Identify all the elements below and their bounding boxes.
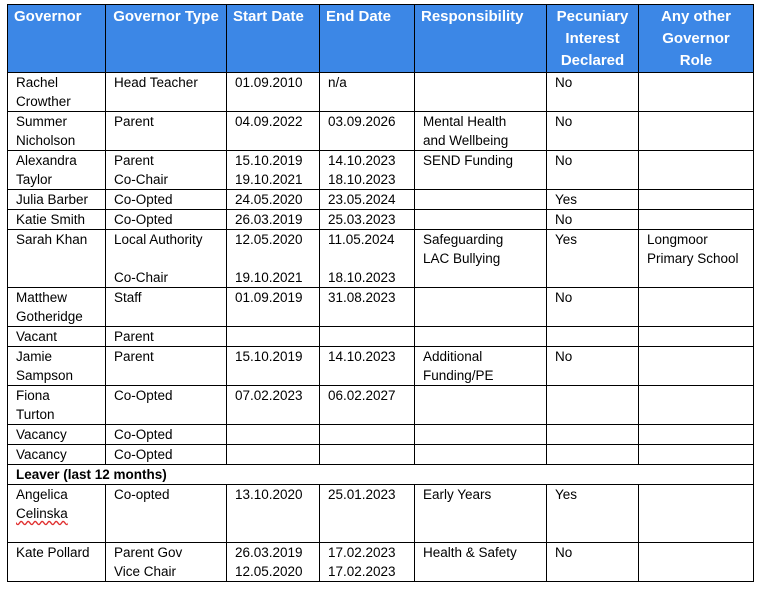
header-governor-type: Governor Type bbox=[106, 5, 227, 73]
table-row bbox=[8, 327, 754, 347]
governor-cell bbox=[8, 347, 106, 386]
table-row bbox=[8, 347, 754, 386]
governor-cell-text: Nicholson bbox=[16, 133, 76, 148]
governor-type-cell bbox=[106, 73, 227, 112]
governor-type-cell-text: Parent bbox=[114, 153, 154, 168]
governor-cell bbox=[8, 190, 106, 210]
responsibility-cell bbox=[415, 347, 547, 386]
governor-cell bbox=[8, 425, 106, 445]
table-row bbox=[8, 73, 754, 112]
governor-cell-text: Turton bbox=[16, 407, 55, 422]
pecuniary-cell-text bbox=[555, 425, 638, 444]
start-date-cell bbox=[227, 347, 320, 386]
responsibility-cell-text bbox=[423, 425, 546, 444]
end-date-cell bbox=[320, 327, 415, 347]
responsibility-cell-text: Funding/PE bbox=[423, 368, 494, 383]
other-role-cell-text: Primary School bbox=[647, 251, 739, 266]
start-date-cell-text: 07.02.2023 bbox=[235, 388, 303, 403]
governor-cell-text: Celinska bbox=[16, 506, 68, 521]
other-role-cell-text bbox=[647, 485, 753, 504]
governor-type-cell-text: Co-Chair bbox=[114, 270, 169, 285]
responsibility-cell-text: SEND Funding bbox=[423, 153, 514, 168]
responsibility-cell-text bbox=[423, 327, 546, 346]
leaver-section-row bbox=[8, 465, 754, 485]
responsibility-cell-text: Health & Safety bbox=[423, 545, 517, 560]
pecuniary-cell-text: No bbox=[555, 545, 573, 560]
governor-cell-text: Vacancy bbox=[16, 427, 67, 442]
governor-cell-text: Crowther bbox=[16, 94, 71, 109]
governor-type-cell bbox=[106, 288, 227, 327]
pecuniary-cell-text bbox=[555, 445, 638, 464]
table-row bbox=[8, 151, 754, 190]
governor-type-cell-text: Parent Gov bbox=[114, 545, 183, 560]
governor-cell bbox=[8, 73, 106, 112]
other-role-cell-text bbox=[647, 288, 753, 307]
pecuniary-cell bbox=[547, 445, 639, 465]
leaver-section-label: Leaver (last 12 months) bbox=[8, 465, 754, 485]
governor-cell bbox=[8, 288, 106, 327]
governor-cell-text: Rachel bbox=[16, 75, 59, 90]
end-date-cell-text: 25.01.2023 bbox=[328, 487, 396, 502]
pecuniary-cell bbox=[547, 425, 639, 445]
start-date-cell-text bbox=[235, 249, 319, 268]
end-date-cell bbox=[320, 190, 415, 210]
responsibility-cell-text: and Wellbeing bbox=[423, 133, 509, 148]
header-pecuniary-interest: Pecuniary Interest Declared bbox=[547, 5, 639, 73]
governor-cell-text: Fiona bbox=[16, 388, 50, 403]
start-date-cell-text: 12.05.2020 bbox=[235, 564, 303, 579]
governor-cell-text: Summer bbox=[16, 114, 68, 129]
responsibility-cell bbox=[415, 386, 547, 425]
responsibility-cell bbox=[415, 288, 547, 327]
start-date-cell-text bbox=[235, 425, 319, 444]
responsibility-cell bbox=[415, 543, 547, 582]
pecuniary-cell-text: Yes bbox=[555, 487, 578, 502]
other-role-cell bbox=[639, 190, 754, 210]
start-date-cell bbox=[227, 190, 320, 210]
governor-cell bbox=[8, 112, 106, 151]
other-role-cell bbox=[639, 288, 754, 327]
other-role-cell bbox=[639, 327, 754, 347]
governor-type-cell-text: Co-Opted bbox=[114, 212, 173, 227]
start-date-cell-text: 26.03.2019 bbox=[235, 212, 303, 227]
other-role-cell bbox=[639, 73, 754, 112]
end-date-cell-text: 11.05.2024 bbox=[328, 232, 395, 247]
pecuniary-cell bbox=[547, 347, 639, 386]
governors-table-container bbox=[7, 4, 754, 582]
start-date-cell-text: 24.05.2020 bbox=[235, 192, 303, 207]
table-row bbox=[8, 210, 754, 230]
governors-table bbox=[7, 4, 754, 582]
end-date-cell bbox=[320, 151, 415, 190]
governor-cell-text: Vacancy bbox=[16, 447, 67, 462]
other-role-cell-text bbox=[647, 327, 753, 346]
header-start-date: Start Date bbox=[227, 5, 320, 73]
other-role-cell-text bbox=[647, 190, 753, 209]
table-row bbox=[8, 190, 754, 210]
governor-cell-text: Sampson bbox=[16, 368, 74, 383]
governor-type-cell-text: Local Authority bbox=[114, 232, 203, 247]
end-date-cell bbox=[320, 386, 415, 425]
pecuniary-cell bbox=[547, 112, 639, 151]
other-role-cell-text bbox=[647, 543, 753, 562]
table-body bbox=[8, 73, 754, 582]
pecuniary-cell bbox=[547, 485, 639, 543]
responsibility-cell bbox=[415, 425, 547, 445]
start-date-cell-text bbox=[235, 327, 319, 346]
pecuniary-cell bbox=[547, 73, 639, 112]
start-date-cell-text: 15.10.2019 bbox=[235, 349, 303, 364]
governor-cell bbox=[8, 485, 106, 543]
other-role-cell-text bbox=[647, 445, 753, 464]
governor-type-cell-text: Parent bbox=[114, 329, 154, 344]
start-date-cell bbox=[227, 485, 320, 543]
header-other-role: Any other Governor Role bbox=[639, 5, 754, 73]
other-role-cell-text bbox=[647, 425, 753, 444]
pecuniary-cell-text: No bbox=[555, 153, 573, 168]
end-date-cell bbox=[320, 485, 415, 543]
pecuniary-cell bbox=[547, 190, 639, 210]
end-date-cell bbox=[320, 347, 415, 386]
pecuniary-cell-text: No bbox=[555, 75, 573, 90]
other-role-cell bbox=[639, 151, 754, 190]
end-date-cell bbox=[320, 210, 415, 230]
governor-cell bbox=[8, 327, 106, 347]
governor-type-cell-text: Co-Opted bbox=[114, 388, 173, 403]
table-row bbox=[8, 386, 754, 425]
governor-type-cell-text: Co-Opted bbox=[114, 427, 173, 442]
start-date-cell-text: 01.09.2019 bbox=[235, 290, 303, 305]
responsibility-cell-text bbox=[423, 210, 546, 229]
governor-type-cell bbox=[106, 543, 227, 582]
end-date-cell-text: 23.05.2024 bbox=[328, 192, 396, 207]
pecuniary-cell-text: No bbox=[555, 212, 573, 227]
other-role-cell bbox=[639, 445, 754, 465]
start-date-cell-text: 26.03.2019 bbox=[235, 545, 303, 560]
governor-type-cell-text: Vice Chair bbox=[114, 564, 177, 579]
governor-type-cell-text: Co-opted bbox=[114, 487, 170, 502]
pecuniary-cell bbox=[547, 543, 639, 582]
governor-cell-text: Alexandra bbox=[16, 153, 77, 168]
responsibility-cell-text bbox=[423, 288, 546, 307]
start-date-cell-text: 04.09.2022 bbox=[235, 114, 303, 129]
governor-cell-text: Kate Pollard bbox=[16, 545, 90, 560]
other-role-cell-text bbox=[647, 347, 753, 366]
other-role-cell bbox=[639, 543, 754, 582]
governor-cell bbox=[8, 230, 106, 288]
responsibility-cell bbox=[415, 151, 547, 190]
responsibility-cell-text: Additional bbox=[423, 349, 483, 364]
responsibility-cell bbox=[415, 210, 547, 230]
pecuniary-cell-text bbox=[555, 327, 638, 346]
end-date-cell-text: 14.10.2023 bbox=[328, 349, 396, 364]
other-role-cell-text bbox=[647, 151, 753, 170]
governor-cell-text: Angelica bbox=[16, 487, 68, 502]
start-date-cell bbox=[227, 210, 320, 230]
end-date-cell-text: 03.09.2026 bbox=[328, 114, 396, 129]
start-date-cell-text: 15.10.2019 bbox=[235, 153, 303, 168]
header-end-date: End Date bbox=[320, 5, 415, 73]
header-responsibility: Responsibility bbox=[415, 5, 547, 73]
end-date-cell-text: 31.08.2023 bbox=[328, 290, 396, 305]
start-date-cell-text: 12.05.2020 bbox=[235, 232, 303, 247]
governor-cell-text: Matthew bbox=[16, 290, 68, 305]
start-date-cell bbox=[227, 543, 320, 582]
start-date-cell-text: 19.10.2021 bbox=[235, 172, 303, 187]
table-row bbox=[8, 445, 754, 465]
start-date-cell-text: 13.10.2020 bbox=[235, 487, 303, 502]
responsibility-cell-text: Early Years bbox=[423, 487, 492, 502]
start-date-cell-text: 19.10.2021 bbox=[235, 270, 303, 285]
governor-cell-text: Taylor bbox=[16, 172, 53, 187]
other-role-cell bbox=[639, 485, 754, 543]
pecuniary-cell-text: Yes bbox=[555, 232, 578, 247]
leaver-row bbox=[8, 485, 754, 543]
table-row bbox=[8, 425, 754, 445]
start-date-cell bbox=[227, 445, 320, 465]
governor-type-cell bbox=[106, 230, 227, 288]
governor-type-cell bbox=[106, 347, 227, 386]
end-date-cell-text: 18.10.2023 bbox=[328, 270, 396, 285]
governor-cell bbox=[8, 445, 106, 465]
responsibility-cell bbox=[415, 190, 547, 210]
other-role-cell bbox=[639, 425, 754, 445]
governor-type-cell bbox=[106, 151, 227, 190]
other-role-cell-text bbox=[647, 386, 753, 405]
governor-cell-text: Sarah Khan bbox=[16, 232, 88, 247]
end-date-cell-text: 25.03.2023 bbox=[328, 212, 396, 227]
end-date-cell bbox=[320, 543, 415, 582]
pecuniary-cell bbox=[547, 386, 639, 425]
end-date-cell bbox=[320, 288, 415, 327]
responsibility-cell bbox=[415, 230, 547, 288]
end-date-cell-text bbox=[328, 445, 414, 464]
governor-cell-text: Julia Barber bbox=[16, 192, 89, 207]
end-date-cell-text: 17.02.2023 bbox=[328, 564, 396, 579]
governor-type-cell bbox=[106, 445, 227, 465]
header-governor: Governor bbox=[8, 5, 106, 73]
other-role-cell-text bbox=[647, 73, 753, 92]
governor-cell-text: Katie Smith bbox=[16, 212, 86, 227]
end-date-cell-text: 17.02.2023 bbox=[328, 545, 396, 560]
responsibility-cell-text: Safeguarding bbox=[423, 232, 504, 247]
other-role-cell-text bbox=[647, 112, 753, 131]
table-row bbox=[8, 230, 754, 288]
start-date-cell bbox=[227, 386, 320, 425]
responsibility-cell-text: LAC Bullying bbox=[423, 251, 501, 266]
start-date-cell-text bbox=[235, 445, 319, 464]
responsibility-cell-text bbox=[423, 73, 546, 92]
responsibility-cell-text bbox=[423, 190, 546, 209]
governor-cell bbox=[8, 386, 106, 425]
pecuniary-cell-text: No bbox=[555, 349, 573, 364]
responsibility-cell bbox=[415, 73, 547, 112]
start-date-cell-text: 01.09.2010 bbox=[235, 75, 303, 90]
end-date-cell-text bbox=[328, 327, 414, 346]
end-date-cell-text: 14.10.2023 bbox=[328, 153, 396, 168]
governor-cell bbox=[8, 151, 106, 190]
pecuniary-cell bbox=[547, 210, 639, 230]
pecuniary-cell-text: No bbox=[555, 114, 573, 129]
table-row bbox=[8, 288, 754, 327]
end-date-cell bbox=[320, 73, 415, 112]
governor-type-cell-text bbox=[114, 249, 226, 268]
header-row bbox=[8, 5, 754, 73]
start-date-cell bbox=[227, 230, 320, 288]
pecuniary-cell bbox=[547, 230, 639, 288]
other-role-cell bbox=[639, 210, 754, 230]
governor-cell bbox=[8, 543, 106, 582]
start-date-cell bbox=[227, 327, 320, 347]
end-date-cell bbox=[320, 425, 415, 445]
other-role-cell bbox=[639, 347, 754, 386]
governor-cell-text: Jamie bbox=[16, 349, 53, 364]
pecuniary-cell bbox=[547, 288, 639, 327]
governor-type-cell bbox=[106, 485, 227, 543]
governor-type-cell bbox=[106, 210, 227, 230]
end-date-cell bbox=[320, 445, 415, 465]
governor-type-cell-text: Parent bbox=[114, 114, 154, 129]
leaver-row bbox=[8, 543, 754, 582]
responsibility-cell-text bbox=[423, 386, 546, 405]
pecuniary-cell-text: Yes bbox=[555, 192, 578, 207]
start-date-cell bbox=[227, 112, 320, 151]
end-date-cell-text bbox=[328, 249, 414, 268]
responsibility-cell bbox=[415, 112, 547, 151]
other-role-cell bbox=[639, 230, 754, 288]
end-date-cell-text: 18.10.2023 bbox=[328, 172, 396, 187]
end-date-cell-text: n/a bbox=[328, 75, 347, 90]
governor-cell-text: Gotheridge bbox=[16, 309, 83, 324]
end-date-cell-text bbox=[328, 425, 414, 444]
governor-type-cell-text: Parent bbox=[114, 349, 154, 364]
responsibility-cell-text bbox=[423, 445, 546, 464]
governor-cell bbox=[8, 210, 106, 230]
end-date-cell bbox=[320, 230, 415, 288]
governor-type-cell bbox=[106, 425, 227, 445]
governor-type-cell bbox=[106, 327, 227, 347]
governor-type-cell-text: Co-Opted bbox=[114, 192, 173, 207]
responsibility-cell bbox=[415, 445, 547, 465]
table-row bbox=[8, 112, 754, 151]
governor-type-cell-text: Co-Chair bbox=[114, 172, 169, 187]
other-role-cell bbox=[639, 112, 754, 151]
pecuniary-cell bbox=[547, 327, 639, 347]
pecuniary-cell bbox=[547, 151, 639, 190]
end-date-cell-text: 06.02.2027 bbox=[328, 388, 396, 403]
responsibility-cell-text: Mental Health bbox=[423, 114, 507, 129]
other-role-cell bbox=[639, 386, 754, 425]
other-role-cell-text: Longmoor bbox=[647, 232, 708, 247]
governor-type-cell bbox=[106, 112, 227, 151]
governor-cell-text: Vacant bbox=[16, 329, 58, 344]
responsibility-cell bbox=[415, 327, 547, 347]
start-date-cell bbox=[227, 151, 320, 190]
governor-type-cell-text: Staff bbox=[114, 290, 142, 305]
other-role-cell-text bbox=[647, 210, 753, 229]
start-date-cell bbox=[227, 288, 320, 327]
start-date-cell bbox=[227, 425, 320, 445]
start-date-cell bbox=[227, 73, 320, 112]
governor-type-cell bbox=[106, 386, 227, 425]
governor-type-cell-text: Head Teacher bbox=[114, 75, 198, 90]
governor-type-cell bbox=[106, 190, 227, 210]
governor-type-cell-text: Co-Opted bbox=[114, 447, 173, 462]
pecuniary-cell-text: No bbox=[555, 290, 573, 305]
pecuniary-cell-text bbox=[555, 386, 638, 405]
responsibility-cell bbox=[415, 485, 547, 543]
end-date-cell bbox=[320, 112, 415, 151]
